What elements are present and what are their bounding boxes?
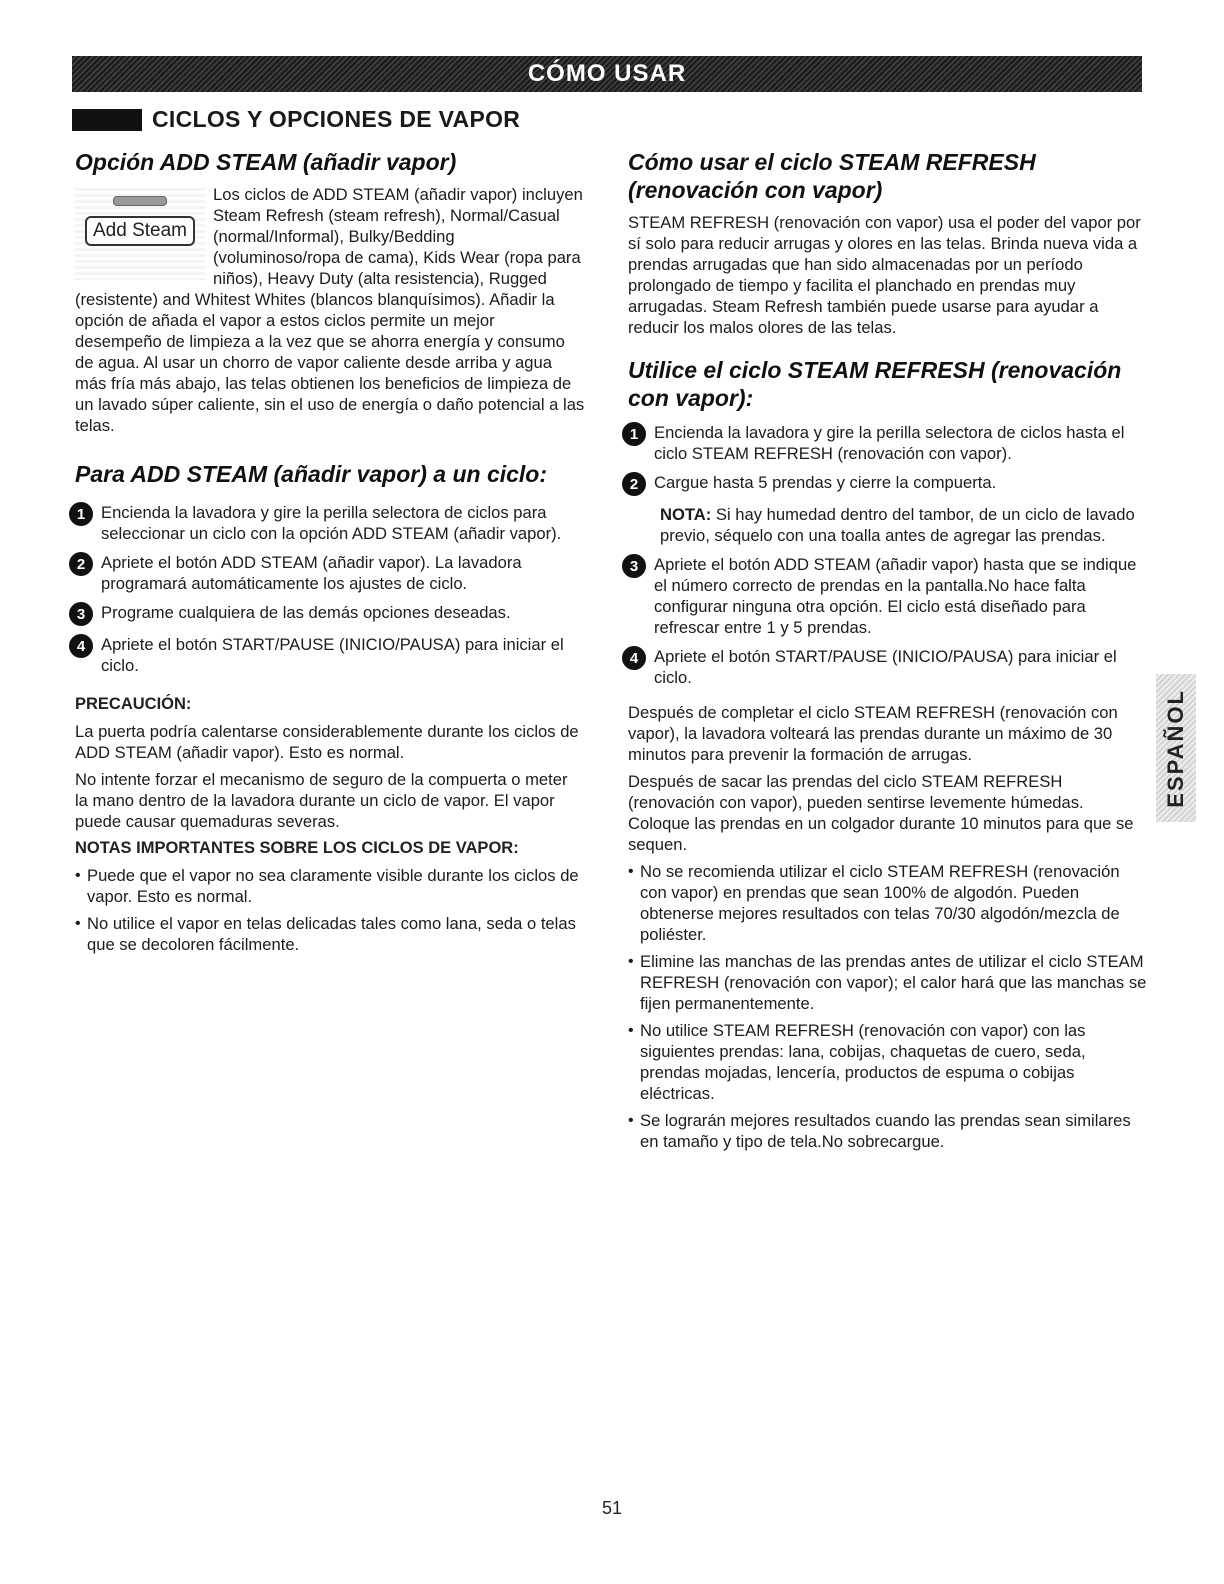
- bullet-icon: •: [628, 863, 634, 880]
- step-text: Apriete el botón ADD STEAM (añadir vapor) hasta que se indique el número correcto de prendas en la pantalla.No hace falta configurar ninguna otra opción. El ciclo está diseñado para refrescar entre 1 y 5 prendas.: [654, 555, 1137, 637]
- notes-label: NOTAS IMPORTANTES SOBRE LOS CICLOS DE VAPOR:: [75, 839, 519, 857]
- list-item: [628, 861, 1148, 945]
- left-column: [75, 148, 585, 955]
- list-item: [628, 951, 1148, 1014]
- list-item: [628, 1110, 1148, 1152]
- bullet-icon: •: [628, 1112, 634, 1129]
- tip-text: No se recomienda utilizar el ciclo STEAM REFRESH (renovación con vapor) en prendas que sean 100% de algodón. Pueden obtenerse mejores resultados con telas 70/30 algodón/mezcla de poliéster.: [640, 862, 1120, 944]
- tip-text: No utilice STEAM REFRESH (renovación con vapor) con las siguientes prendas: lana, cobijas, chaquetas de cuero, seda, prendas mojadas, lencería, productos de espuma o cobijas eléctricas.: [640, 1021, 1086, 1103]
- note-text: No utilice el vapor en telas delicadas tales como lana, seda o telas que se decoloren fácilmente.: [87, 914, 576, 954]
- caution-text-2: No intente forzar el mecanismo de seguro de la compuerta o meter la mano dentro de la lavadora durante un ciclo de vapor. El vapor puede causar quemaduras severas.: [75, 770, 568, 831]
- step-number-icon: 2: [69, 552, 93, 576]
- step-text: Encienda la lavadora y gire la perilla selectora de ciclos para seleccionar un ciclo con la opción ADD STEAM (añadir vapor).: [101, 503, 562, 543]
- step-number-icon: 4: [69, 634, 93, 658]
- step-text: Apriete el botón ADD STEAM (añadir vapor). La lavadora programará automáticamente los ajustes de ciclo.: [101, 553, 522, 593]
- bullet-icon: •: [628, 1022, 634, 1039]
- add-steam-intro: [75, 184, 585, 436]
- step-number-icon: 1: [622, 422, 646, 446]
- list-item: [75, 913, 585, 955]
- step-number-icon: 3: [622, 554, 646, 578]
- right-column: [628, 148, 1148, 1152]
- language-label: ESPAÑOL: [1163, 688, 1188, 808]
- right-step-4: [628, 646, 1148, 688]
- caution-label: PRECAUCIÓN:: [75, 695, 192, 713]
- banner-title: CÓMO USAR: [527, 60, 687, 87]
- right-step-1: [628, 422, 1148, 464]
- step-text: Cargue hasta 5 prendas y cierre la compuerta.: [654, 473, 997, 492]
- section-title: CICLOS Y OPCIONES DE VAPOR: [152, 106, 521, 132]
- after-cycle-text-1: Después de completar el ciclo STEAM REFRESH (renovación con vapor), la lavadora volteará las prendas durante un máximo de 30 minutos para prevenir la formación de arrugas.: [628, 703, 1118, 764]
- page-number: 51: [601, 1498, 623, 1518]
- nota-paragraph: [660, 504, 1148, 546]
- right-step-3: [628, 554, 1148, 638]
- add-steam-heading: Opción ADD STEAM (añadir vapor): [75, 149, 457, 175]
- add-steam-steps-heading: Para ADD STEAM (añadir vapor) a un ciclo:: [75, 461, 548, 487]
- steam-refresh-steps-heading: Utilice el ciclo STEAM REFRESH (renovación con vapor):: [628, 357, 1122, 411]
- step-number-icon: 2: [622, 472, 646, 496]
- add-steam-button-label: Add Steam: [85, 216, 195, 246]
- steam-refresh-heading: Cómo usar el ciclo STEAM REFRESH (renovación con vapor): [628, 149, 1036, 203]
- bullet-icon: •: [75, 915, 81, 932]
- tip-text: Se lograrán mejores resultados cuando las prendas sean similares en tamaño y tipo de tela.No sobrecargue.: [640, 1111, 1131, 1151]
- note-text: Puede que el vapor no sea claramente visible durante los ciclos de vapor. Esto es normal.: [87, 866, 579, 906]
- section-marker: [72, 109, 142, 131]
- list-item: [628, 1020, 1148, 1104]
- header-banner: [72, 56, 1142, 92]
- tip-text: Elimine las manchas de las prendas antes de utilizar el ciclo STEAM REFRESH (renovación con vapor); el calor hará que las manchas se fijen permanentemente.: [640, 952, 1147, 1013]
- add-steam-button-illustration: [75, 188, 205, 280]
- nota-label: NOTA:: [660, 505, 712, 524]
- language-side-tab: [1156, 674, 1196, 822]
- after-cycle-text-2: Después de sacar las prendas del ciclo STEAM REFRESH (renovación con vapor), pueden sentirse levemente húmedas. Coloque las prendas en un colgador durante 10 minutos para que se sequen.: [628, 772, 1134, 854]
- section-heading: [72, 106, 520, 133]
- right-step-2: [628, 472, 1148, 496]
- step-text: Apriete el botón START/PAUSE (INICIO/PAUSA) para iniciar el ciclo.: [654, 647, 1117, 687]
- step-text: Encienda la lavadora y gire la perilla selectora de ciclos hasta el ciclo STEAM REFRESH (renovación con vapor).: [654, 423, 1125, 463]
- step-number-icon: 1: [69, 502, 93, 526]
- step-number-icon: 4: [622, 646, 646, 670]
- add-steam-description: Los ciclos de ADD STEAM (añadir vapor) incluyen Steam Refresh (steam refresh), Normal/Casual (normal/Informal), Bulky/Bedding (voluminoso/ropa de cama), Kids Wear (ropa para niños), Heavy Duty (alta resistencia), Rugged (resistente) and Whitest Whites (blancos blanquísimos). Añadir la opción de añada el vapor a estos ciclos permite un mejor desempeño de limpieza a la vez que se ahorra energía y consumo de agua. Al usar un chorro de vapor caliente desde arriba y agua más fría más abajo, las telas obtienen los beneficios de limpieza de un lavado súper caliente, sin el uso de energía o daño potencial a las telas.: [75, 185, 585, 435]
- step-number-icon: 3: [69, 602, 93, 626]
- left-step-2: [75, 552, 585, 594]
- left-step-1: [75, 502, 585, 544]
- steam-refresh-description: STEAM REFRESH (renovación con vapor) usa el poder del vapor por sí solo para reducir arrugas y olores en las telas. Brinda nueva vida a prendas arrugadas que han sido almacenadas por un período prolongado de tiempo y facilita el planchado en prendas muy arrugadas. Steam Refresh también puede usarse para ayudar a reducir los malos olores de las telas.: [628, 213, 1141, 337]
- caution-text-1: La puerta podría calentarse considerablemente durante los ciclos de ADD STEAM (añadir vapor). Esto es normal.: [75, 722, 579, 762]
- list-item: [75, 865, 585, 907]
- left-step-3: [75, 602, 585, 626]
- indicator-light-icon: [113, 196, 167, 206]
- step-text: Programe cualquiera de las demás opciones deseadas.: [101, 603, 511, 622]
- left-step-4: [75, 634, 585, 676]
- nota-text: Si hay humedad dentro del tambor, de un ciclo de lavado previo, séquelo con una toalla antes de agregar las prendas.: [660, 505, 1135, 545]
- step-text: Apriete el botón START/PAUSE (INICIO/PAUSA) para iniciar el ciclo.: [101, 635, 564, 675]
- bullet-icon: •: [628, 953, 634, 970]
- bullet-icon: •: [75, 867, 81, 884]
